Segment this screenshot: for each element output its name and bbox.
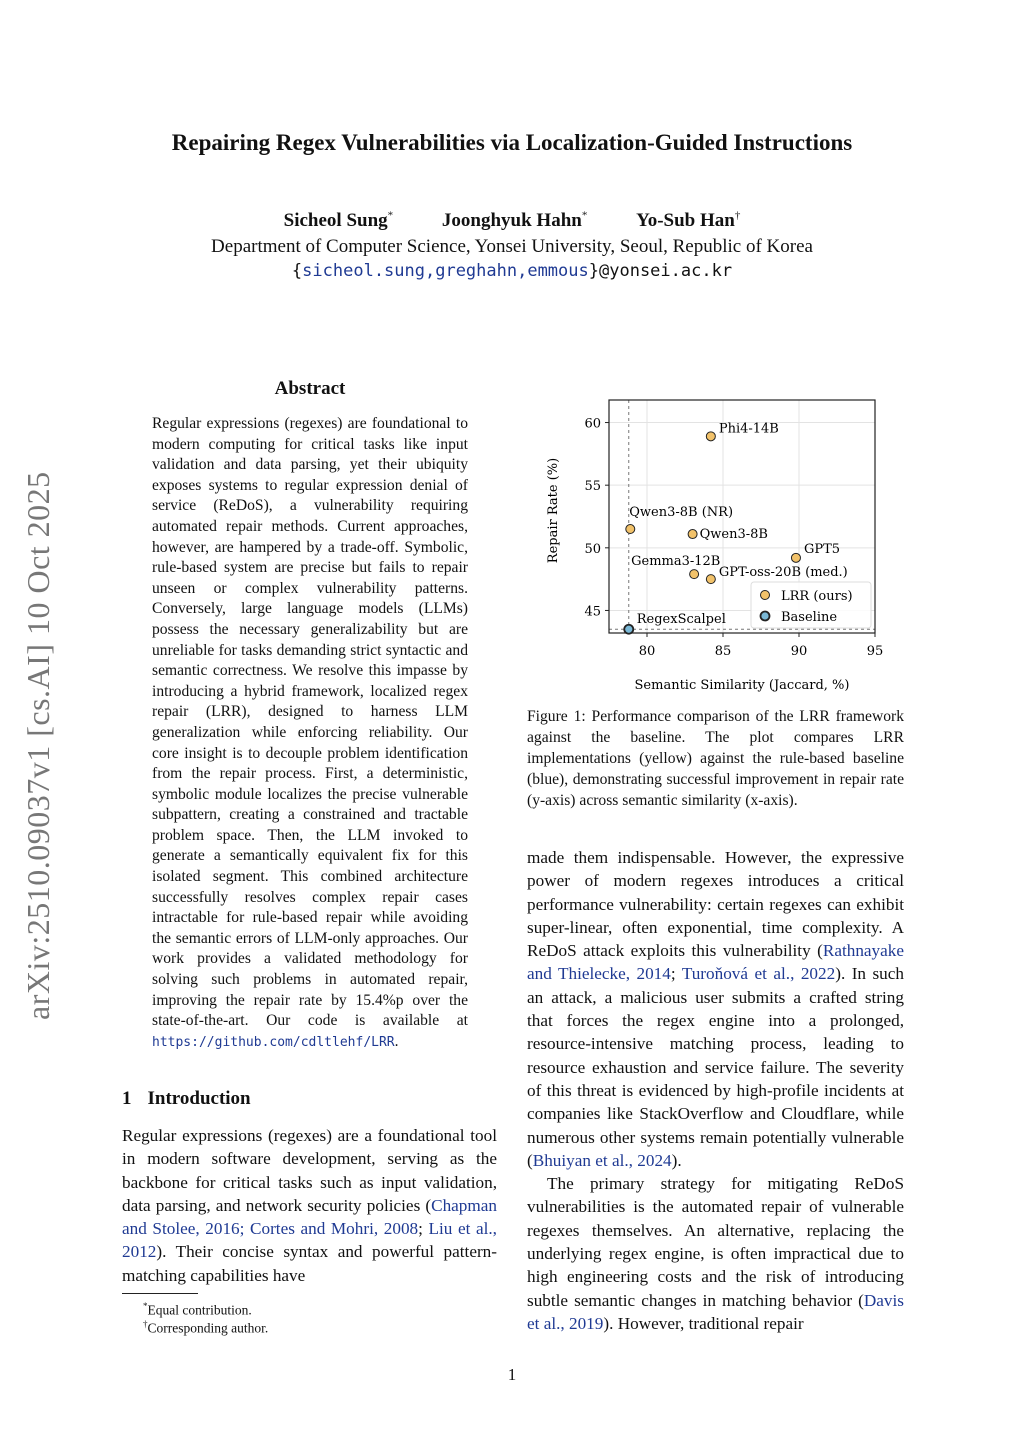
affiliation: Department of Computer Science, Yonsei University, Seoul, Republic of Korea <box>211 236 813 257</box>
citation-link[interactable]: Rathnayake and Thielecke, 2014 <box>527 941 904 984</box>
lrr-data-point <box>690 570 699 579</box>
citation-link[interactable]: Turoňová et al., 2022 <box>681 964 836 984</box>
abstract-heading: Abstract <box>274 378 346 399</box>
y-tick-label: 60 <box>584 416 601 432</box>
y-axis-label: Repair Rate (%) <box>546 457 561 564</box>
lrr-data-point <box>706 575 715 584</box>
author-list <box>0 210 1024 232</box>
introduction-paragraph-1: Regular expressions (regexes) are a foundational tool in modern software development, serving as the backbone for critical tasks such as input validation, data parsing, and network security policies (Chapman and Stolee, 2016; Cortes and Mohri, 2008; Liu et al., 2012). Their concise syntax and powerful pattern-matching capabilities have <box>122 1126 497 1285</box>
point-label: Gemma3-12B <box>631 554 721 570</box>
lrr-data-point <box>688 530 697 539</box>
lrr-data-point <box>626 525 635 534</box>
point-label: Phi4-14B <box>718 421 779 437</box>
citation-link[interactable]: Liu et al., 2012 <box>122 1219 497 1262</box>
x-tick-label: 80 <box>638 644 656 659</box>
paper-title: Repairing Regex Vulnerabilities via Localization-Guided Instructions <box>171 130 853 155</box>
footnote-rule <box>122 1293 198 1294</box>
section-heading-introduction: 1 Introduction <box>122 1088 251 1109</box>
author-emails[interactable]: {sicheol.sung,greghahn,emmous}@yonsei.ac.kr <box>291 261 733 281</box>
abstract-body: Regular expressions (regexes) are foundational to modern computing for critical tasks like input validation and data parsing, yet their ubiquity exposes systems to regular expression denial of service (ReDoS), a vulnerability requiring automated repair methods. Current approaches, however, are hampered by a trade-off. Symbolic, rule-based system are precise but fails to repair unseen or complex vulnerability patterns. Conversely, large language models (LLMs) possess the necessary generalizability but are unreliable for tasks demanding strict syntactic and semantic correctness. We resolve this impasse by introducing a hybrid framework, localized regex repair (LRR), designed to harness LLM generalization while enforcing reliability. Our core insight is to decouple problem identification from the repair process. First, a deterministic, symbolic module localizes the precise vulnerable subpattern, creating a constrained and tractable problem space. Then, the LLM invoked to generate a semantically equivalent fix for this isolated segment. This combined architecture successfully resolves complex repair cases intractable for rule-based repair while avoiding the semantic errors of LLM-only approaches. Our work provides a validated methodology for solving such problems in automated repair, improving the repair rate by 15.4%p over the state-of-the-art. Our code is available at https://github.com/cdltlehf/LRR. <box>152 415 468 1050</box>
introduction-paragraph-1-continued: made them indispensable. However, the expressive power of modern regexes introduces a critical performance vulnerability: certain regexes can exhibit super-linear, often exponential, time complexity. A ReDoS attack exploits this vulnerability (Rathnayake and Thielecke, 2014; Turoňová et al., 2022). In such an attack, a malicious user submits a crafted string that forces the regex engine into a prolonged, resource-intensive matching process, leading to resource exhaustion and service failure. The severity of this threat is evidenced by high-profile incidents at companies like StackOverflow and Cloudflare, while numerous other systems remain potentially vulnerable (Bhuiyan et al., 2024). <box>527 848 904 1170</box>
y-tick-label: 50 <box>584 541 601 557</box>
lrr-data-point <box>706 432 715 441</box>
figure-1-caption: Figure 1: Performance comparison of the LRR framework against the baseline. The plot compares LRR implementations (yellow) against the rule-based baseline (blue), demonstrating successful improvement in repair rate (y-axis) across semantic similarity (x-axis). <box>527 708 904 809</box>
x-tick-label: 95 <box>866 644 884 659</box>
legend-marker-baseline <box>761 612 770 621</box>
figure-1-scatter-chart <box>540 392 900 697</box>
citation-link[interactable]: Bhuiyan et al., 2024 <box>532 1150 672 1170</box>
legend-label-lrr: LRR (ours) <box>781 589 853 604</box>
page-number: 1 <box>507 1365 517 1384</box>
point-label: Qwen3-8B <box>699 527 768 543</box>
citation-link[interactable]: Davis et al., 2019 <box>527 1290 904 1333</box>
author-1: Sicheol Sung* <box>283 210 394 232</box>
footnote-1: *Equal contribution. <box>143 1301 252 1318</box>
point-label: GPT5 <box>803 541 841 557</box>
author-3: Yo-Sub Han† <box>636 210 741 232</box>
point-label: GPT-oss-20B (med.) <box>718 565 848 581</box>
arxiv-identifier: arXiv:2510.09037v1 [cs.AI] 10 Oct 2025 <box>20 471 56 1020</box>
legend-label-baseline: Baseline <box>781 610 838 625</box>
y-tick-label: 55 <box>584 479 601 495</box>
x-tick-label: 90 <box>790 644 808 659</box>
author-2: Joonghyuk Hahn* <box>441 210 588 232</box>
introduction-paragraph-2: The primary strategy for mitigating ReDoS vulnerabilities is the automated repair of vulnerable regexes themselves. An alternative, replacing the underlying regex engine, is often impractical due to high engineering costs and the risk of introducing subtle semantic changes in matching behavior (Davis et al., 2019). However, traditional repair <box>527 1174 904 1333</box>
code-link[interactable]: https://github.com/cdltlehf/LRR <box>152 1034 395 1050</box>
lrr-data-point <box>791 553 800 562</box>
baseline-data-point <box>624 625 633 634</box>
point-label: RegexScalpel <box>636 612 726 628</box>
citation-link[interactable]: Cortes and Mohri, 2008 <box>250 1219 419 1239</box>
right-column-body <box>527 846 904 1335</box>
footnote-2: †Corresponding author. <box>143 1319 269 1336</box>
citation-link[interactable]: Chapman and Stolee, 2016 <box>122 1195 497 1239</box>
y-tick-label: 45 <box>584 604 601 620</box>
x-tick-label: 85 <box>714 644 732 659</box>
legend-marker-lrr <box>761 591 770 600</box>
x-axis-label: Semantic Similarity (Jaccard, %) <box>634 678 850 693</box>
point-label: Qwen3-8B (NR) <box>629 505 734 521</box>
